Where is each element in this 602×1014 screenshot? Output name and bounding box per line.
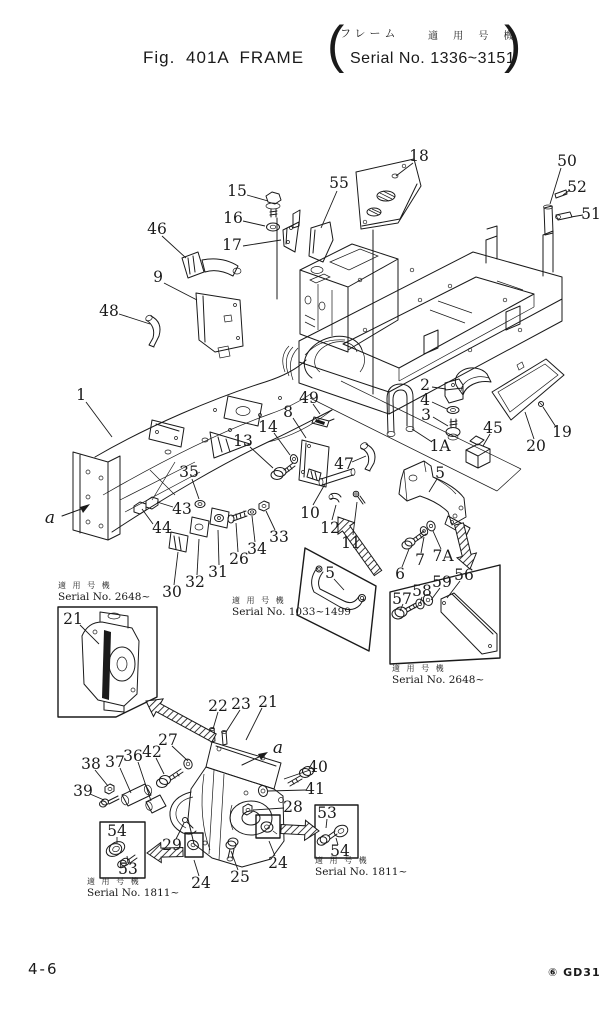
callout-3: 3 xyxy=(421,406,431,424)
callout-47: 47 xyxy=(334,455,354,473)
inset-serial-1811-left-text: Serial No. 1811~ xyxy=(87,887,180,899)
relocation-arrow-3 xyxy=(146,699,216,742)
part-17-bracket xyxy=(283,210,300,252)
callout-50: 50 xyxy=(557,152,577,170)
part-8-plate xyxy=(299,440,329,487)
leader-3 xyxy=(433,417,448,426)
part-2-clamp xyxy=(445,368,491,403)
callout-23: 23 xyxy=(231,695,251,713)
callout-1A: 1A xyxy=(429,437,451,455)
leader-20 xyxy=(525,412,534,439)
callout-37: 37 xyxy=(105,753,125,771)
inset-box-5 xyxy=(297,548,376,651)
part-51-pin xyxy=(556,212,573,220)
callout-58: 58 xyxy=(412,582,432,600)
leader-30 xyxy=(174,552,178,585)
callout-38: 38 xyxy=(81,755,101,773)
leader-1 xyxy=(86,402,112,437)
callout-40: 40 xyxy=(308,758,328,776)
serial-range: Serial No. 1336~3151 xyxy=(350,50,516,67)
relocation-arrow-2 xyxy=(455,523,477,569)
leader-15 xyxy=(247,195,268,201)
part-12-tube xyxy=(329,493,341,502)
callout-31: 31 xyxy=(208,563,228,581)
part-13-bolt xyxy=(271,463,295,480)
callout-17: 17 xyxy=(222,236,242,254)
leader-5 xyxy=(334,579,344,590)
callout-35: 35 xyxy=(179,463,199,481)
main-frame xyxy=(277,218,562,491)
leader-11 xyxy=(353,502,357,535)
part-48-tube xyxy=(145,314,160,347)
figure-title: Fig. 401A FRAME xyxy=(143,48,305,67)
callout-51: 51 xyxy=(581,205,601,223)
inset-serial-2648-right-text: Serial No. 2648~ xyxy=(392,674,485,686)
leader-9 xyxy=(164,283,197,300)
inset-serial-1033-text: Serial No. 1033~1499 xyxy=(232,606,351,618)
leader-4 xyxy=(432,402,447,409)
leader-43 xyxy=(157,502,173,507)
callout-43: 43 xyxy=(172,500,192,518)
inset-serial-1033-jp: 適 用 号 機 xyxy=(232,596,286,605)
leader-35 xyxy=(192,479,199,499)
inset-serial-1811-left-jp: 適 用 号 機 xyxy=(87,877,141,886)
callout-7A: 7A xyxy=(432,547,454,565)
part-19-screw xyxy=(539,402,544,407)
callout-45: 45 xyxy=(483,419,503,437)
callout-22: 22 xyxy=(208,697,228,715)
callout-6: 6 xyxy=(395,565,405,583)
callout-2: 2 xyxy=(420,376,430,394)
page-number: 4-6 xyxy=(28,960,59,978)
callout-44: 44 xyxy=(152,519,172,537)
title-japanese-serial: 適 用 号 機 xyxy=(428,31,520,42)
leader-32 xyxy=(197,539,199,575)
callout-5: 5 xyxy=(435,464,445,482)
doc-code: ⑥ GD31 xyxy=(548,966,601,979)
callout-18: 18 xyxy=(409,147,429,165)
callout-59: 59 xyxy=(432,573,452,591)
callout-24: 24 xyxy=(268,854,288,872)
callout-4: 4 xyxy=(420,391,430,409)
callout-8: 8 xyxy=(283,403,293,421)
inset-serial-2648-left-jp: 適 用 号 機 xyxy=(58,581,112,590)
part-18-plate xyxy=(356,159,421,229)
callout-20: 20 xyxy=(526,437,546,455)
callout-42: 42 xyxy=(142,743,162,761)
callout-55: 55 xyxy=(329,174,349,192)
part-11-bolt xyxy=(353,491,365,504)
callout-21: 21 xyxy=(63,610,83,628)
inset-serial-2648-right-jp: 適 用 号 機 xyxy=(392,664,446,673)
title-japanese: フレーム xyxy=(340,27,400,40)
callout-19: 19 xyxy=(552,423,572,441)
inset-serial-1811-right-jp: 適 用 号 機 xyxy=(315,856,369,865)
callout-10: 10 xyxy=(300,504,320,522)
callout-54: 54 xyxy=(107,822,127,840)
leader-23 xyxy=(226,710,240,732)
part-7A-washer xyxy=(425,520,436,532)
callout-24: 24 xyxy=(191,874,211,892)
callout-33: 33 xyxy=(269,528,289,546)
paren-close: ) xyxy=(504,16,522,74)
part-15-bolt xyxy=(266,192,281,217)
hatched-arrows xyxy=(146,517,476,863)
callout-54: 54 xyxy=(330,842,350,860)
callout-12: 12 xyxy=(320,519,340,537)
part-50-pin xyxy=(544,205,554,235)
part-9-plate xyxy=(196,293,243,358)
relocation-arrow-5 xyxy=(281,820,319,840)
leader-41 xyxy=(268,790,306,791)
leader-36 xyxy=(138,762,151,801)
part-20-plate xyxy=(492,359,564,420)
callout-9: 9 xyxy=(153,268,163,286)
callout-11: 11 xyxy=(341,534,361,552)
callout-13: 13 xyxy=(233,432,253,450)
callout-57: 57 xyxy=(392,590,412,608)
callout-a: a xyxy=(272,738,284,758)
part-14-washer xyxy=(289,454,299,465)
callout-27: 27 xyxy=(158,731,178,749)
leader-10 xyxy=(313,484,325,505)
leader-17 xyxy=(243,240,281,246)
leader-46 xyxy=(162,236,186,258)
leader-16 xyxy=(243,221,265,226)
part-47-tube xyxy=(359,441,375,471)
callout-30: 30 xyxy=(162,583,182,601)
leader-34 xyxy=(252,516,255,542)
callout-46: 46 xyxy=(147,220,167,238)
leader-8 xyxy=(293,418,306,438)
leader-50 xyxy=(550,168,561,204)
callout-29: 29 xyxy=(162,836,182,854)
callout-56: 56 xyxy=(454,566,474,584)
callout-53: 53 xyxy=(118,860,138,878)
callout-28: 28 xyxy=(283,798,303,816)
callout-5: 5 xyxy=(325,564,335,582)
part-16-washer xyxy=(267,223,280,231)
leader-12 xyxy=(332,505,336,520)
leader-31 xyxy=(218,530,219,565)
part-46-clamp xyxy=(182,252,241,278)
callout-a: a xyxy=(44,508,56,528)
callout-49: 49 xyxy=(299,389,319,407)
inset-serial-2648-left-text: Serial No. 2648~ xyxy=(58,591,151,603)
callout-1: 1 xyxy=(76,386,86,404)
callout-52: 52 xyxy=(567,178,587,196)
callout-39: 39 xyxy=(73,782,93,800)
part-52-pin xyxy=(555,190,567,198)
callout-32: 32 xyxy=(185,573,205,591)
callout-7: 7 xyxy=(415,551,425,569)
callout-48: 48 xyxy=(99,302,119,320)
callout-14: 14 xyxy=(258,418,278,436)
part-4-washer xyxy=(447,407,459,414)
inset-serial-1811-right-text: Serial No. 1811~ xyxy=(315,866,408,878)
paren-open: ( xyxy=(327,16,345,74)
leader-47 xyxy=(352,456,366,462)
callout-26: 26 xyxy=(229,550,249,568)
front-beam xyxy=(73,360,332,540)
leader-13 xyxy=(250,447,273,468)
callout-36: 36 xyxy=(123,747,143,765)
callout-41: 41 xyxy=(305,780,325,798)
callout-25: 25 xyxy=(230,868,250,886)
callout-16: 16 xyxy=(223,209,243,227)
callout-34: 34 xyxy=(247,540,267,558)
callout-53: 53 xyxy=(317,804,337,822)
callout-21: 21 xyxy=(258,693,278,711)
callout-15: 15 xyxy=(227,182,247,200)
leader-37 xyxy=(120,768,131,793)
leader-26 xyxy=(236,523,238,552)
